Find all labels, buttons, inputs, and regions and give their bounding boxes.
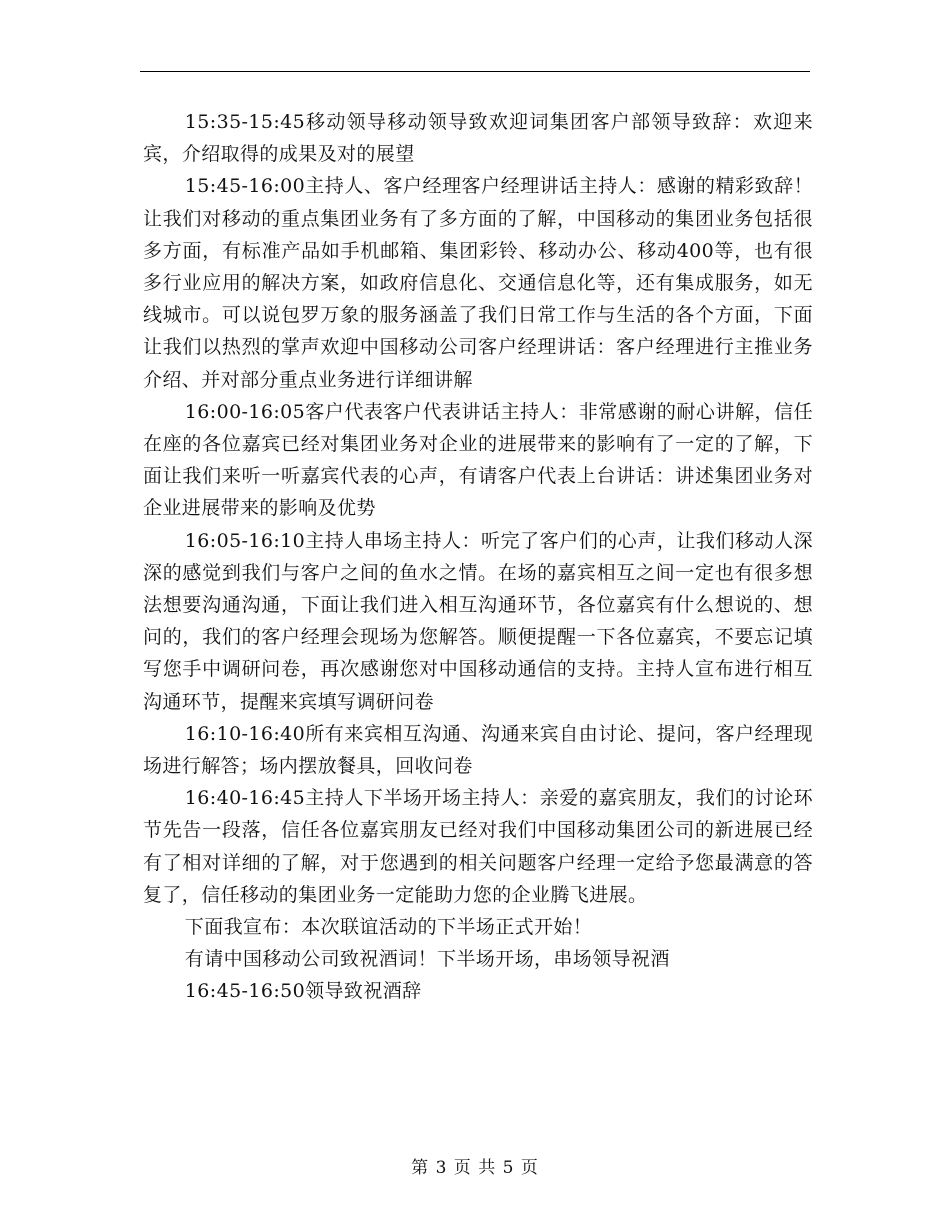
header-rule	[140, 71, 810, 72]
paragraph-welcome-speech: 15:35-15:45移动领导移动领导致欢迎词集团客户部领导致辞：欢迎来宾，介绍取得的成果及对的展望	[143, 111, 813, 166]
paragraph-communication-session: 16:10-16:40所有来宾相互沟通、沟通来宾自由讨论、提问，客户经理现场进行解答；场内摆放餐具，回收问卷	[143, 722, 813, 778]
paragraph-host-transition: 16:05-16:10主持人串场主持人：听完了客户们的心声，让我们移动人深深的感觉到我们与客户之间的鱼水之情。在场的嘉宾相互之间一定也有很多想法想要沟通沟通，下面让我们进入相互沟通环节，各位嘉宾有什么想说的、想问的，我们的客户经理会现场为您解答。顺便提醒一下各位嘉宾，不要忘记填写您手中调研问卷，再次感谢您对中国移动通信的支持。主持人宣布进行相互沟通环节，提醒来宾填写调研问卷	[143, 529, 813, 713]
paragraph-second-half-opening: 16:40-16:45主持人下半场开场主持人：亲爱的嘉宾朋友，我们的讨论环节先告一段落，信任各位嘉宾朋友已经对我们中国移动集团公司的新进展已经有了相对详细的了解，对于您遇到的相关问题客户经理一定给予您最满意的答复了，信任移动的集团业务一定能助力您的企业腾飞进展。	[143, 787, 813, 906]
paragraph-leader-toast: 16:45-16:50领导致祝酒辞	[184, 980, 422, 1003]
paragraph-toast-invitation: 有请中国移动公司致祝酒词！下半场开场，串场领导祝酒	[184, 948, 670, 971]
document-body	[143, 106, 813, 1008]
page-number-footer: 第 3 页 共 5 页	[411, 1158, 539, 1178]
paragraph-customer-representative: 16:00-16:05客户代表客户代表讲话主持人：非常感谢的耐心讲解，信任在座的各位嘉宾已经对集团业务对企业的进展带来的影响有了一定的了解，下面让我们来听一听嘉宾代表的心声，有请客户代表上台讲话：讲述集团业务对企业进展带来的影响及优势	[143, 400, 813, 520]
paragraph-announcement: 下面我宣布：本次联谊活动的下半场正式开始！	[184, 916, 593, 939]
paragraph-manager-speech: 15:45-16:00主持人、客户经理客户经理讲话主持人：感谢的精彩致辞！让我们对移动的重点集团业务有了多方面的了解，中国移动的集团业务包括很多方面，有标准产品如手机邮箱、集团彩铃、移动办公、移动400等，也有很多行业应用的解决方案，如政府信息化、交通信息化等，还有集成服务，如无线城市。可以说包罗万象的服务涵盖了我们日常工作与生活的各个方面，下面让我们以热烈的掌声欢迎中国移动公司客户经理讲话：客户经理进行主推业务介绍、并对部分重点业务进行详细讲解	[143, 175, 813, 391]
